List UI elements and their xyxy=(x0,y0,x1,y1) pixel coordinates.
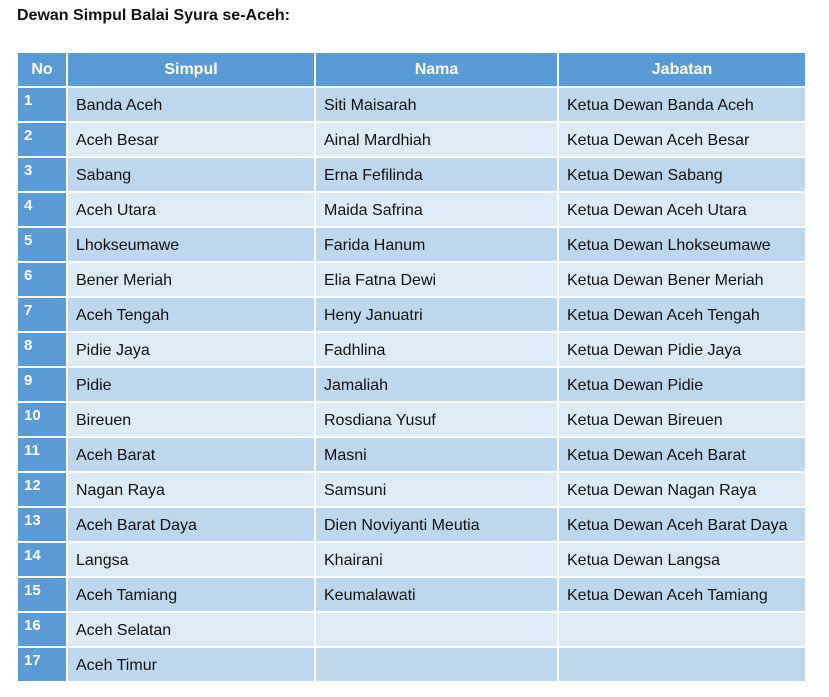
cell-no: 3 xyxy=(18,158,66,191)
cell-jabatan: Ketua Dewan Langsa xyxy=(559,543,805,576)
cell-simpul: Sabang xyxy=(68,158,314,191)
cell-no: 6 xyxy=(18,263,66,296)
cell-jabatan: Ketua Dewan Bireuen xyxy=(559,403,805,436)
cell-no: 8 xyxy=(18,333,66,366)
cell-jabatan: Ketua Dewan Pidie xyxy=(559,368,805,401)
cell-jabatan: Ketua Dewan Aceh Utara xyxy=(559,193,805,226)
cell-no: 10 xyxy=(18,403,66,436)
cell-nama: Khairani xyxy=(316,543,557,576)
table-row xyxy=(18,123,805,156)
table-row xyxy=(18,298,805,331)
cell-no: 1 xyxy=(18,88,66,121)
cell-jabatan xyxy=(559,613,805,646)
table-row xyxy=(18,613,805,646)
cell-simpul: Bener Meriah xyxy=(68,263,314,296)
table-row xyxy=(18,263,805,296)
cell-simpul: Aceh Barat Daya xyxy=(68,508,314,541)
cell-simpul: Langsa xyxy=(68,543,314,576)
cell-jabatan: Ketua Dewan Pidie Jaya xyxy=(559,333,805,366)
cell-jabatan: Ketua Dewan Sabang xyxy=(559,158,805,191)
cell-no: 17 xyxy=(18,648,66,681)
cell-no: 14 xyxy=(18,543,66,576)
cell-no: 15 xyxy=(18,578,66,611)
cell-nama: Ainal Mardhiah xyxy=(316,123,557,156)
table-row xyxy=(18,578,805,611)
table-row xyxy=(18,473,805,506)
cell-simpul: Aceh Tamiang xyxy=(68,578,314,611)
table-row xyxy=(18,158,805,191)
cell-no: 11 xyxy=(18,438,66,471)
cell-no: 16 xyxy=(18,613,66,646)
cell-simpul: Pidie xyxy=(68,368,314,401)
cell-simpul: Lhokseumawe xyxy=(68,228,314,261)
table-row xyxy=(18,508,805,541)
cell-no: 7 xyxy=(18,298,66,331)
cell-jabatan: Ketua Dewan Bener Meriah xyxy=(559,263,805,296)
cell-no: 5 xyxy=(18,228,66,261)
cell-no: 13 xyxy=(18,508,66,541)
table-row xyxy=(18,543,805,576)
cell-jabatan: Ketua Dewan Lhokseumawe xyxy=(559,228,805,261)
table-body xyxy=(18,88,805,681)
cell-simpul: Aceh Selatan xyxy=(68,613,314,646)
cell-nama: Masni xyxy=(316,438,557,471)
cell-nama: Samsuni xyxy=(316,473,557,506)
document-title: Dewan Simpul Balai Syura se-Aceh: xyxy=(17,7,290,24)
table-row xyxy=(18,333,805,366)
cell-nama: Fadhlina xyxy=(316,333,557,366)
table-row xyxy=(18,368,805,401)
cell-jabatan: Ketua Dewan Aceh Tengah xyxy=(559,298,805,331)
cell-simpul: Aceh Timur xyxy=(68,648,314,681)
cell-nama: Jamaliah xyxy=(316,368,557,401)
cell-nama xyxy=(316,648,557,681)
cell-nama: Maida Safrina xyxy=(316,193,557,226)
cell-nama: Siti Maisarah xyxy=(316,88,557,121)
cell-nama xyxy=(316,613,557,646)
cell-no: 4 xyxy=(18,193,66,226)
cell-jabatan: Ketua Dewan Banda Aceh xyxy=(559,88,805,121)
cell-simpul: Aceh Tengah xyxy=(68,298,314,331)
cell-jabatan: Ketua Dewan Aceh Barat Daya xyxy=(559,508,805,541)
header-nama: Nama xyxy=(316,53,557,86)
cell-jabatan: Ketua Dewan Aceh Tamiang xyxy=(559,578,805,611)
cell-simpul: Nagan Raya xyxy=(68,473,314,506)
cell-nama: Farida Hanum xyxy=(316,228,557,261)
header-no: No xyxy=(18,53,66,86)
cell-simpul: Banda Aceh xyxy=(68,88,314,121)
table-row xyxy=(18,193,805,226)
header-jabatan: Jabatan xyxy=(559,53,805,86)
cell-jabatan: Ketua Dewan Aceh Besar xyxy=(559,123,805,156)
cell-simpul: Bireuen xyxy=(68,403,314,436)
cell-nama: Heny Januatri xyxy=(316,298,557,331)
cell-nama: Rosdiana Yusuf xyxy=(316,403,557,436)
table-row xyxy=(18,228,805,261)
cell-no: 2 xyxy=(18,123,66,156)
cell-nama: Erna Fefilinda xyxy=(316,158,557,191)
cell-simpul: Aceh Barat xyxy=(68,438,314,471)
cell-simpul: Aceh Utara xyxy=(68,193,314,226)
table-row xyxy=(18,403,805,436)
table-header-row xyxy=(18,53,805,86)
cell-simpul: Aceh Besar xyxy=(68,123,314,156)
cell-nama: Elia Fatna Dewi xyxy=(316,263,557,296)
cell-no: 9 xyxy=(18,368,66,401)
cell-jabatan: Ketua Dewan Nagan Raya xyxy=(559,473,805,506)
cell-jabatan: Ketua Dewan Aceh Barat xyxy=(559,438,805,471)
cell-jabatan xyxy=(559,648,805,681)
table-row xyxy=(18,648,805,681)
cell-nama: Dien Noviyanti Meutia xyxy=(316,508,557,541)
council-table xyxy=(16,51,807,683)
table-row xyxy=(18,438,805,471)
cell-simpul: Pidie Jaya xyxy=(68,333,314,366)
table-row xyxy=(18,88,805,121)
cell-nama: Keumalawati xyxy=(316,578,557,611)
header-simpul: Simpul xyxy=(68,53,314,86)
cell-no: 12 xyxy=(18,473,66,506)
